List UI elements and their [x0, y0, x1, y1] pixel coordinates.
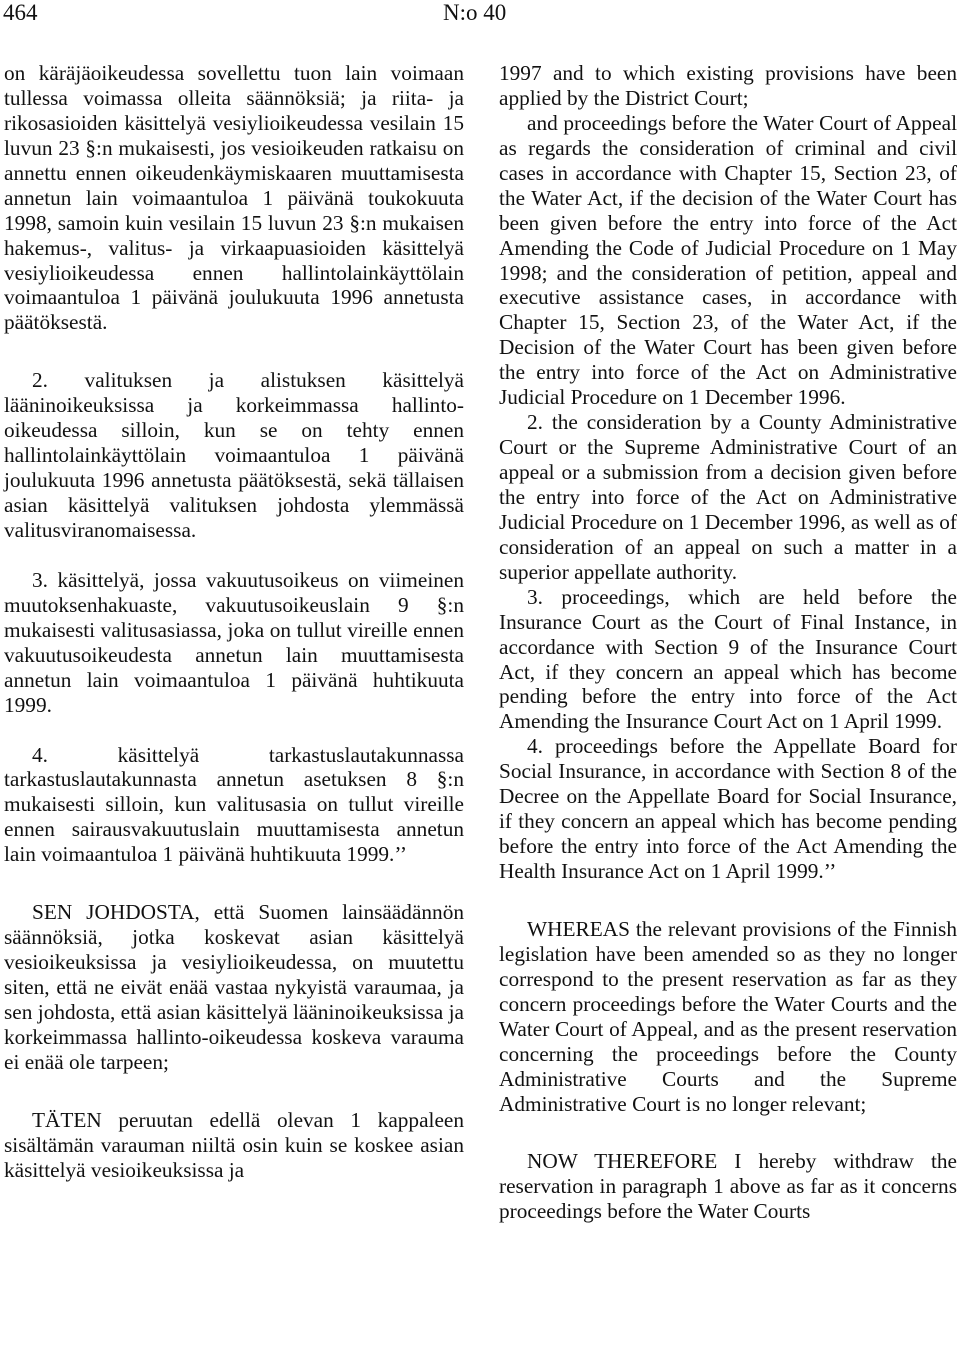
document-number: N:o 40	[443, 0, 507, 25]
en-intro-paragraph: 1997 and to which existing provisions have been applied by the District Court;	[499, 61, 957, 110]
en-item-4-paragraph: 4. proceedings before the Appellate Board for Social Insurance, in accordance with Section 8 of the Decree on the Appellate Board for Social Insurance, if they concern an appeal which has become pending before the entry into force of the Act Amending the Health Insurance Act on 1 April 1999.’’	[499, 734, 957, 883]
fi-now-therefore-paragraph: TÄTEN peruutan edellä olevan 1 kappaleen sisältämän varauman niiltä osin kuin se koskee asian käsittelyä vesioikeuksissa ja	[4, 1107, 464, 1182]
fi-whereas-paragraph: SEN JOHDOSTA, että Suomen lainsäädännön säännöksiä, jotka koskevat asian käsittelyä vesioikeuksissa ja vesiylioikeudessa, on muutettu siten, että ne eivät enää vastaa nykyistä varaumaa, ja sen johdosta, että asian käsittelyä lääninoikeuksissa ja korkeimmassa hallinto-oikeudessa koskeva varauma ei enää ole tarpeen;	[4, 900, 464, 1074]
finnish-text-column	[4, 61, 464, 1183]
fi-intro-paragraph: on käräjäoikeudessa sovellettu tuon lain voimaan tullessa voimassa olleita säännöksiä; ja riita- ja rikosasioiden käsittelyä vesiylioikeudessa vesilain 15 luvun 23 §:n mukaisesti, jos vesioikeuden ratkaisu on annettu ennen oikeudenkäymiskaaren muuttamisesta annetun lain voimaantuloa 1 päivänä toukokuuta 1998, samoin kuin vesilain 15 luvun 23 §:n mukaisen hakemus-, valitus- ja virkaapuasioiden käsittelyä vesiylioikeudessa ennen hallintolainkäyttölain voimaantuloa 1 päivänä joulukuuta 1996 annetusta päätöksestä.	[4, 61, 464, 335]
page-number: 464	[3, 0, 38, 25]
english-text-column	[499, 61, 957, 1224]
fi-item-2-paragraph: 2. valituksen ja alistuksen käsittelyä lääninoikeuksissa ja korkeimmassa hallinto-oikeudessa silloin, kun se on tehty ennen hallintolainkäyttölain voimaantuloa 1 päivänä joulukuuta 1996 annetusta päätöksestä, sekä tällaisen asian käsittelyä valituksen johdosta ylemmässä valitusviranomaisessa.	[4, 368, 464, 542]
en-item-3-paragraph: 3. proceedings, which are held before the Insurance Court as the Court of Final Instance, in accordance with Section 9 of the Insurance Court Act, if they concern an appeal which has become pending before the entry into force of the Act Amending the Insurance Court Act on 1 April 1999.	[499, 584, 957, 734]
en-now-therefore-paragraph: NOW THEREFORE I hereby withdraw the reservation in paragraph 1 above as far as it concerns proceedings before the Water Courts	[499, 1149, 957, 1224]
fi-item-3-paragraph: 3. käsittelyä, jossa vakuutusoikeus on viimeinen muutoksenhakuaste, vakuutusoikeuslain 9 §:n mukaisesti valitusasiassa, joka on tullut vireille ennen vakuutusoikeudesta annetun lain muuttamisesta annetun lain voimaantuloa 1 päivänä huhtikuuta 1999.	[4, 567, 464, 717]
fi-item-4-paragraph: 4. käsittelyä tarkastuslautakunnassa tarkastuslautakunnasta annetun asetuksen 8 §:n mukaisesti silloin, kun valitusasia on tullut vireille ennen sairausvakuutuslain muuttamisesta annetun lain voimaantuloa 1 päivänä huhtikuuta 1999.’’	[4, 742, 464, 867]
page-header	[0, 0, 960, 30]
en-whereas-paragraph: WHEREAS the relevant provisions of the Finnish legislation have been amended so as they no longer correspond to the present reservation as far as they concern proceedings before the Water Courts and the Water Court of Appeal, and as the present reservation concerning the proceedings before the County Administrative Courts and the Supreme Administrative Court is no longer relevant;	[499, 916, 957, 1116]
en-item-2-paragraph: 2. the consideration by a County Administrative Court or the Supreme Administrative Court of an appeal or a submission from a decision given before the entry into force of the Act on Administrative Judicial Procedure on 1 December 1996, as well as of consideration of an appeal on such a matter in a superior appellate authority.	[499, 410, 957, 584]
en-item-1b-paragraph: and proceedings before the Water Court of Appeal as regards the consideration of criminal and civil cases in accordance with Chapter 15, Section 23, of the Water Act, if the decision of the Water Court has been given before the entry into force of the Act Amending the Code of Judicial Procedure on 1 May 1998; and the consideration of petition, appeal and executive assistance cases, in accordance with Chapter 15, Section 23, of the Water Act, if the Decision of the Water Court has been given before the entry into force of the Act on Administrative Judicial Procedure on 1 December 1996.	[499, 110, 957, 410]
